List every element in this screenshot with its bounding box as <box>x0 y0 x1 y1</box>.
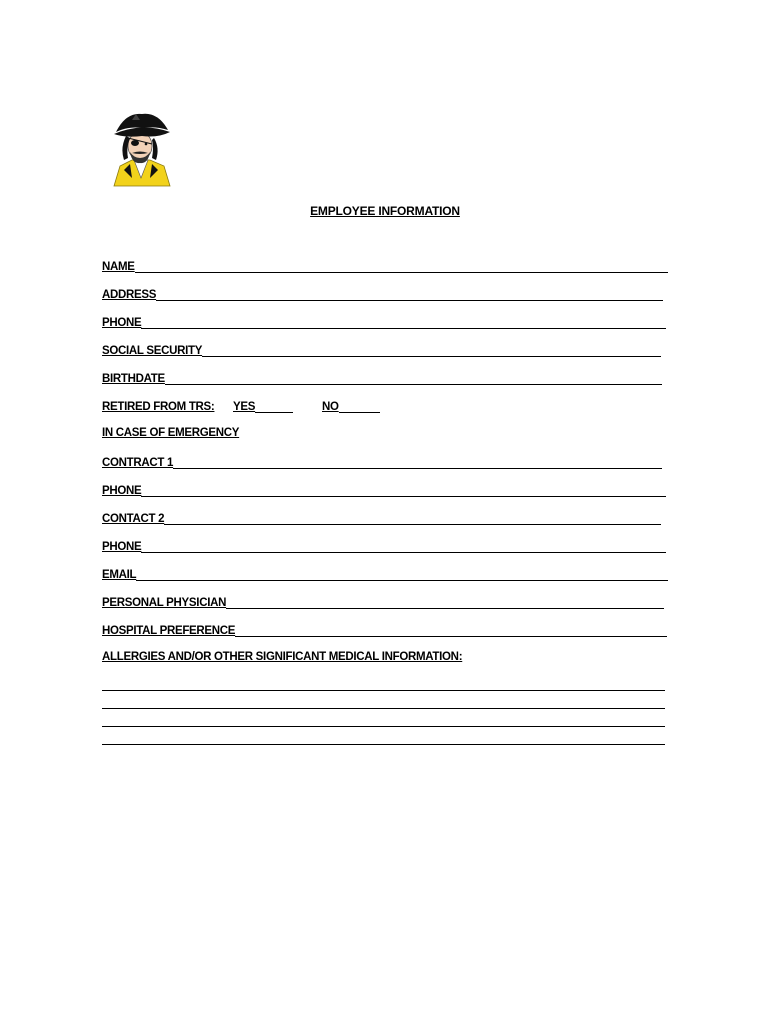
name-line[interactable] <box>135 259 668 273</box>
contract-1-field[interactable] <box>102 454 662 470</box>
contract-1-label: CONTRACT 1 <box>102 457 174 469</box>
birthdate-label: BIRTHDATE <box>102 373 165 385</box>
email-label: EMAIL <box>102 569 137 581</box>
contact-2-line[interactable] <box>164 511 661 525</box>
retired-label-row <box>102 398 214 414</box>
emergency-phone-2-field[interactable] <box>102 538 666 554</box>
contact-2-field[interactable] <box>102 510 661 526</box>
contact-2-label: CONTACT 2 <box>102 513 165 525</box>
title-text: EMPLOYEE INFORMATION <box>310 204 460 218</box>
address-line[interactable] <box>156 287 663 301</box>
emergency-phone-2-line[interactable] <box>141 539 666 553</box>
emergency-phone-1-label: PHONE <box>102 485 142 497</box>
personal-physician-line[interactable] <box>226 595 664 609</box>
email-line[interactable] <box>136 567 668 581</box>
address-field[interactable] <box>102 286 663 302</box>
emergency-heading: IN CASE OF EMERGENCY <box>102 427 240 439</box>
emergency-phone-1-line[interactable] <box>141 483 666 497</box>
emergency-phone-1-field[interactable] <box>102 482 666 498</box>
email-field[interactable] <box>102 566 668 582</box>
phone-line[interactable] <box>141 315 666 329</box>
personal-physician-label: PERSONAL PHYSICIAN <box>102 597 227 609</box>
hospital-preference-field[interactable] <box>102 622 667 638</box>
hospital-preference-label: HOSPITAL PREFERENCE <box>102 625 236 637</box>
birthdate-field[interactable] <box>102 370 662 386</box>
personal-physician-field[interactable] <box>102 594 664 610</box>
social-security-field[interactable] <box>102 342 661 358</box>
name-label: NAME <box>102 261 135 273</box>
allergies-label: ALLERGIES AND/OR OTHER SIGNIFICANT MEDICAL INFORMATION: <box>102 651 463 663</box>
emergency-phone-2-label: PHONE <box>102 541 142 553</box>
contract-1-line[interactable] <box>173 455 662 469</box>
social-security-line[interactable] <box>202 343 661 357</box>
form-title <box>0 204 770 218</box>
allergies-line-1[interactable] <box>102 690 665 691</box>
allergies-line-4[interactable] <box>102 744 665 745</box>
retired-label: RETIRED FROM TRS: <box>102 401 215 413</box>
allergies-line-3[interactable] <box>102 726 665 727</box>
pirate-mascot-icon <box>106 108 176 190</box>
social-security-label: SOCIAL SECURITY <box>102 345 203 357</box>
retired-no-line[interactable] <box>339 399 380 413</box>
hospital-preference-line[interactable] <box>235 623 667 637</box>
birthdate-line[interactable] <box>165 371 662 385</box>
allergies-line-2[interactable] <box>102 708 665 709</box>
retired-no-label: NO <box>322 401 339 413</box>
phone-field[interactable] <box>102 314 666 330</box>
retired-no-option[interactable] <box>322 398 380 414</box>
retired-yes-option[interactable] <box>233 398 293 414</box>
name-field[interactable] <box>102 258 668 274</box>
retired-yes-label: YES <box>233 401 256 413</box>
address-label: ADDRESS <box>102 289 157 301</box>
phone-label: PHONE <box>102 317 142 329</box>
retired-yes-line[interactable] <box>255 399 293 413</box>
